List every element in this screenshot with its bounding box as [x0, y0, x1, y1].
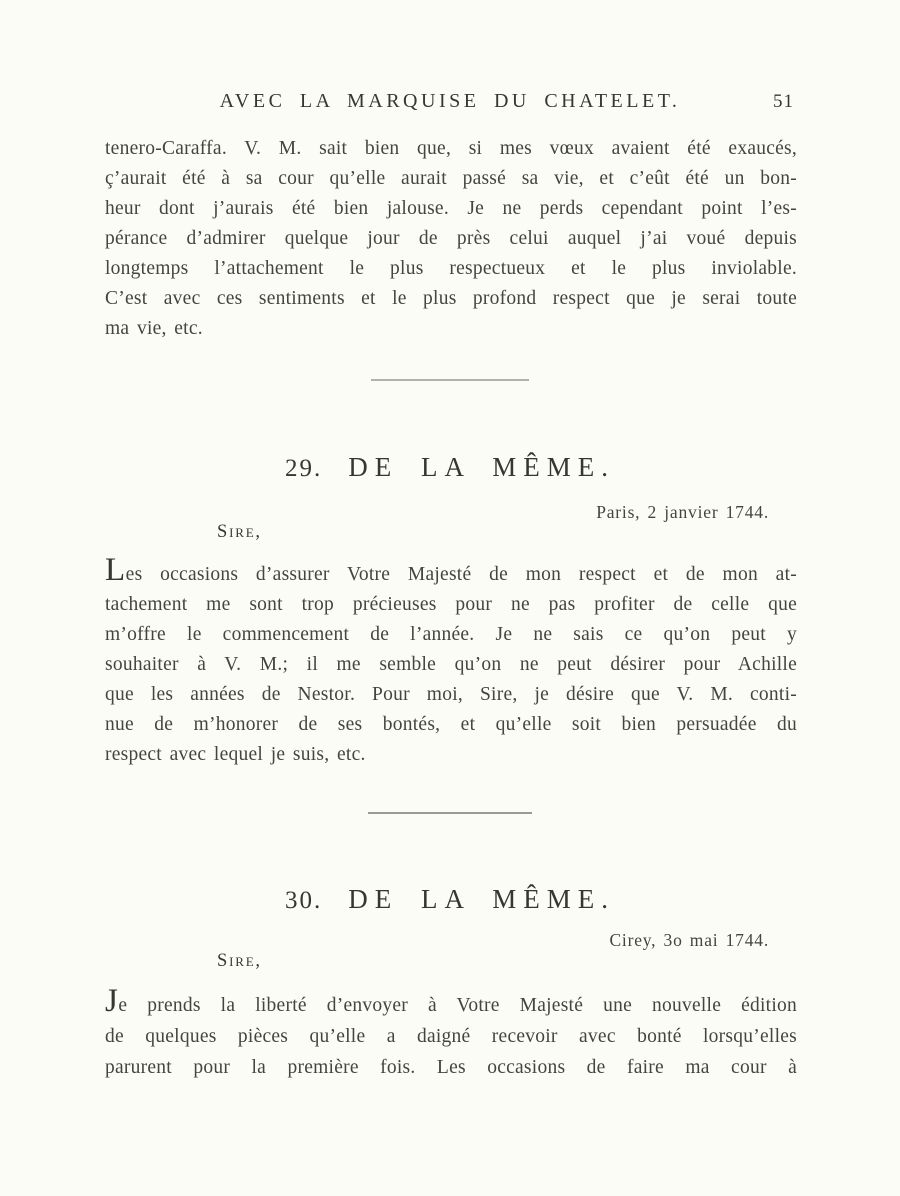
text-line: ma vie, etc.: [105, 318, 203, 339]
text-line: m’offre le commencement de l’année. Je ne sais ce qu’on peut y: [105, 624, 797, 645]
letter-number: 29.: [285, 455, 323, 482]
text-line: que les années de Nestor. Pour moi, Sire, je désire que V. M. conti-: [105, 684, 797, 705]
text-line: nue de m’honorer de ses bontés, et qu’elle soit bien persuadée du: [105, 714, 797, 735]
text-line: souhaiter à V. M.; il me semble qu’on ne peut désirer pour Achille: [105, 654, 797, 675]
text-line: tenero-Caraffa. V. M. sait bien que, si mes vœux avaient été exaucés,: [105, 138, 797, 159]
letter-29-dateline: Paris, 2 janvier 1744.: [596, 502, 769, 522]
text-line-rest: es occasions d’assurer Votre Majesté de mon respect et de mon at-: [125, 564, 797, 585]
letter-29-salutation: Sire,: [217, 522, 262, 542]
text-line: tachement me sont trop précieuses pour ne pas profiter de celle que: [105, 594, 797, 615]
letter-title: DE LA MÊME.: [348, 452, 615, 482]
paragraph-continuation: [105, 134, 797, 344]
section-divider: [368, 812, 532, 814]
running-head: [0, 90, 900, 120]
section-divider: [371, 379, 529, 381]
text-line: [105, 552, 797, 590]
text-line: ç’aurait été à sa cour qu’elle aurait passé sa vie, et c’eût été un bon-: [105, 168, 797, 189]
letter-30-salutation: Sire,: [217, 951, 262, 971]
text-line: heur dont j’aurais été bien jalouse. Je ne perds cependant point l’es-: [105, 198, 797, 219]
text-line: [105, 983, 797, 1021]
text-line: pérance d’admirer quelque jour de près celui auquel j’ai voué depuis: [105, 228, 797, 249]
text-line: C’est avec ces sentiments et le plus profond respect que je serai toute: [105, 288, 797, 309]
letter-29-heading: [0, 452, 900, 483]
letter-title: DE LA MÊME.: [348, 884, 615, 914]
letter-number: 30.: [285, 887, 323, 914]
text-line: longtemps l’attachement le plus respectueux et le plus inviolable.: [105, 258, 797, 279]
initial-letter: L: [105, 552, 126, 588]
text-line: de quelques pièces qu’elle a daigné recevoir avec bonté lorsqu’elles: [105, 1026, 797, 1047]
text-line: parurent pour la première fois. Les occasions de faire ma cour à: [105, 1057, 797, 1078]
initial-letter: J: [105, 983, 119, 1019]
letter-30-dateline: Cirey, 3o mai 1744.: [609, 930, 769, 950]
page-number: 51: [773, 91, 794, 112]
text-line: respect avec lequel je suis, etc.: [105, 744, 366, 765]
letter-29-body: [105, 552, 797, 770]
letter-30-body: [105, 983, 797, 1083]
running-head-title: AVEC LA MARQUISE DU CHATELET.: [219, 90, 681, 112]
text-line-rest: e prends la liberté d’envoyer à Votre Majesté une nouvelle édition: [118, 995, 797, 1016]
letter-30-heading: [0, 884, 900, 915]
